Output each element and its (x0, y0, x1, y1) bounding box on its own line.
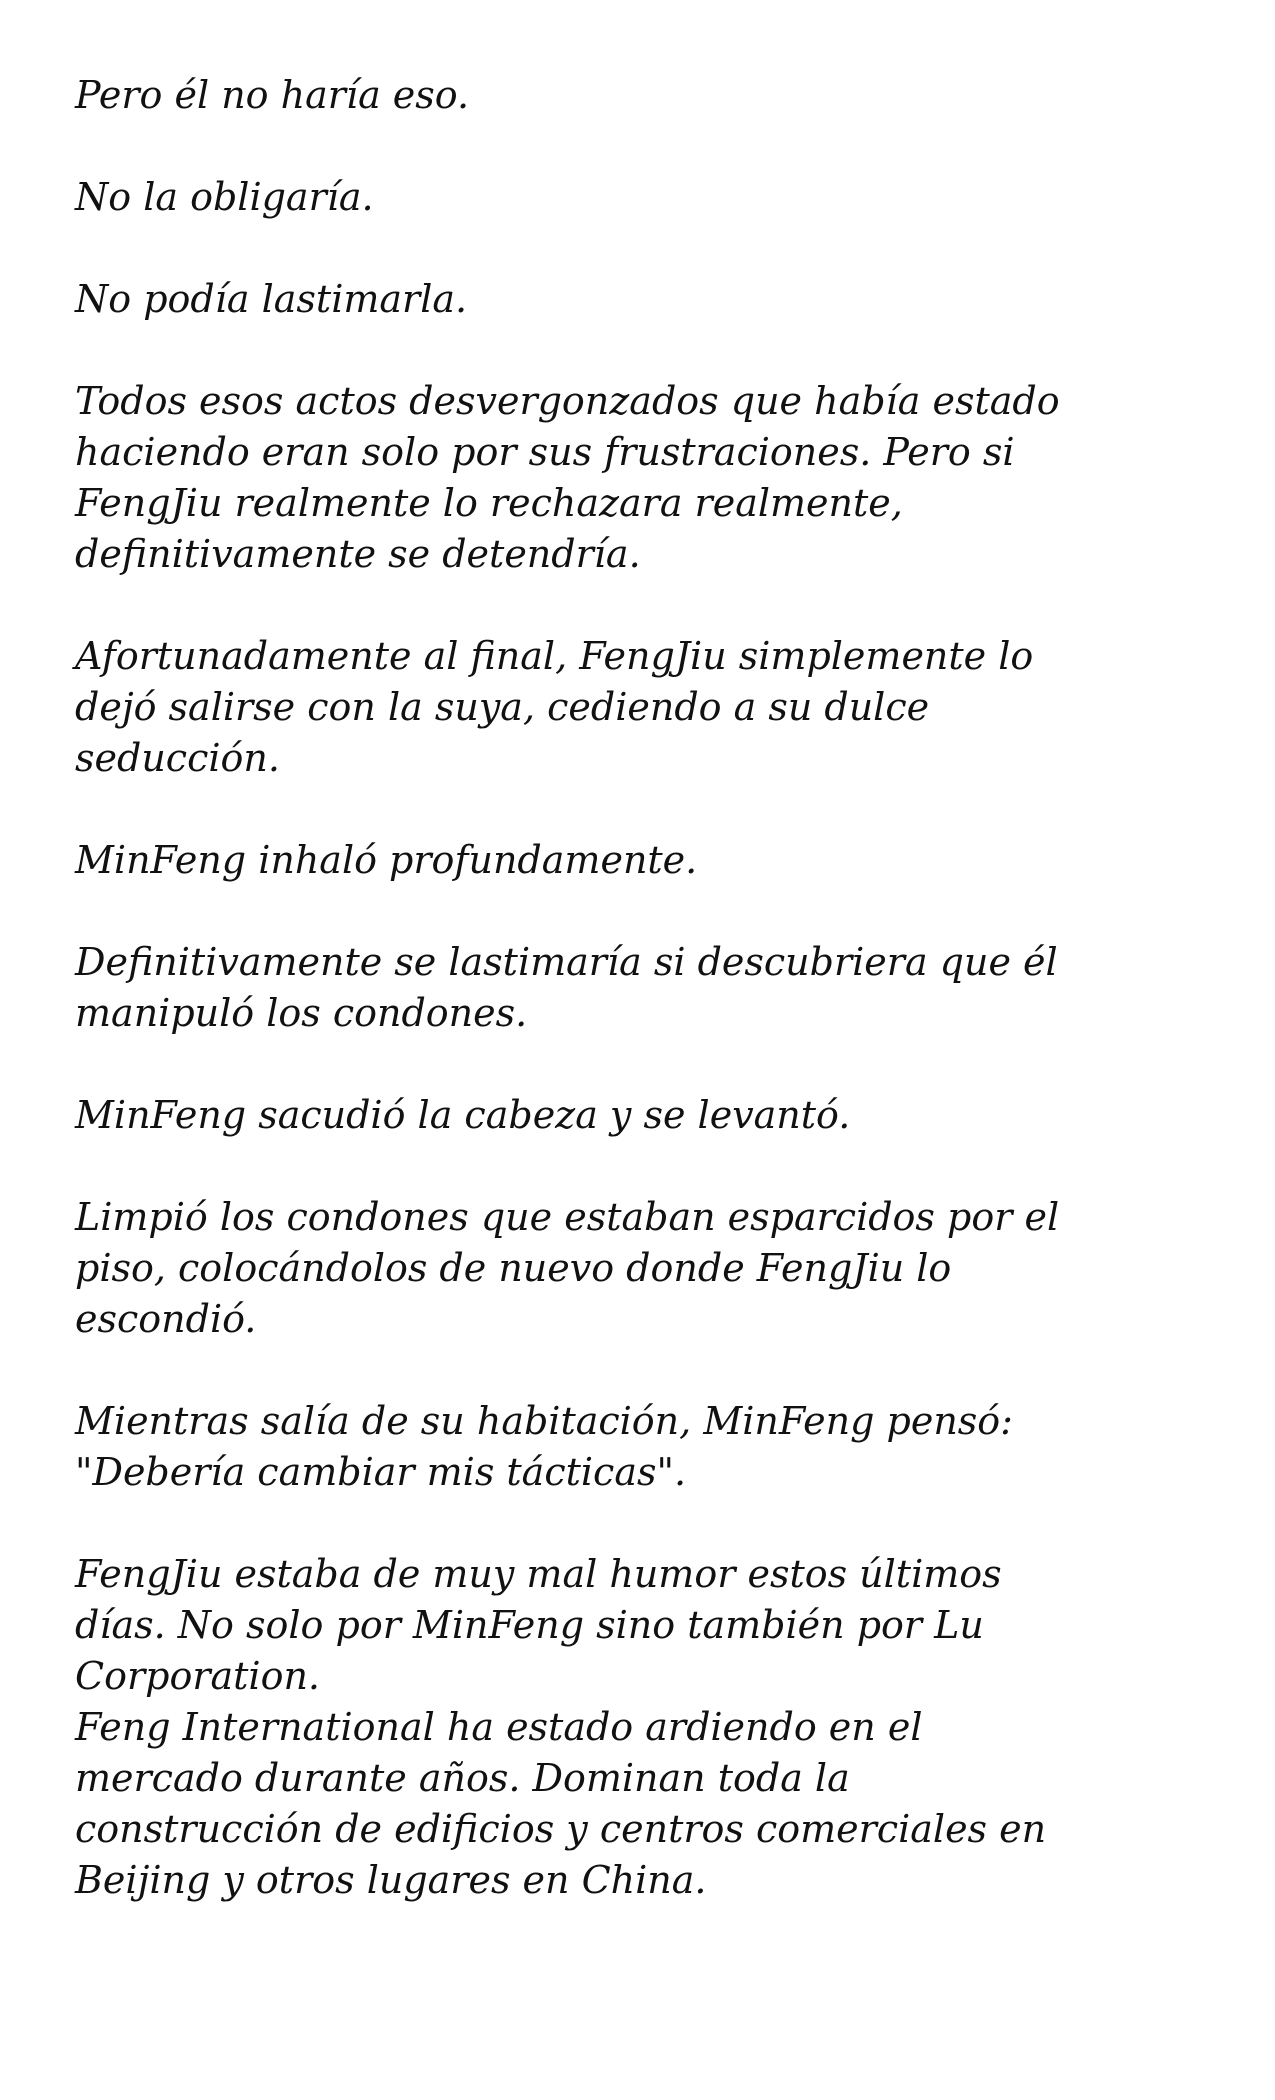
document-body (75, 70, 1205, 1957)
text-line: Corporation. (75, 1654, 320, 1698)
paragraph (75, 937, 1205, 1039)
text-line: piso, colocándolos de nuevo donde FengJiu lo (75, 1246, 952, 1290)
paragraph (75, 1702, 1205, 1906)
paragraph (75, 1090, 1205, 1141)
text-line: Todos esos actos desvergonzados que había estado (75, 379, 1060, 423)
paragraph (75, 631, 1205, 784)
text-line: "Debería cambiar mis tácticas". (75, 1450, 687, 1494)
paragraph (75, 835, 1205, 886)
paragraph (75, 1549, 1205, 1702)
paragraph (75, 70, 1205, 121)
text-line: escondió. (75, 1297, 257, 1341)
text-line: Mientras salía de su habitación, MinFeng pensó: (75, 1399, 1013, 1443)
text-line: Feng International ha estado ardiendo en el (75, 1705, 923, 1749)
paragraph (75, 1396, 1205, 1498)
text-line: días. No solo por MinFeng sino también por Lu (75, 1603, 984, 1647)
text-line: Pero él no haría eso. (75, 73, 470, 117)
paragraph (75, 1192, 1205, 1345)
text-line: definitivamente se detendría. (75, 532, 641, 576)
text-line: Definitivamente se lastimaría si descubriera que él (75, 940, 1058, 984)
paragraph (75, 376, 1205, 580)
paragraph (75, 172, 1205, 223)
text-line: dejó salirse con la suya, cediendo a su dulce (75, 685, 930, 729)
text-line: manipuló los condones. (75, 991, 528, 1035)
text-line: mercado durante años. Dominan toda la (75, 1756, 850, 1800)
text-line: haciendo eran solo por sus frustraciones. Pero si (75, 430, 1015, 474)
text-line: FengJiu realmente lo rechazara realmente, (75, 481, 903, 525)
text-line: MinFeng inhaló profundamente. (75, 838, 698, 882)
text-line: No podía lastimarla. (75, 277, 468, 321)
text-line: Limpió los condones que estaban esparcidos por el (75, 1195, 1060, 1239)
text-line: construcción de edificios y centros comerciales en (75, 1807, 1047, 1851)
text-line: FengJiu estaba de muy mal humor estos últimos (75, 1552, 1002, 1596)
text-line: No la obligaría. (75, 175, 374, 219)
text-line: MinFeng sacudió la cabeza y se levantó. (75, 1093, 851, 1137)
paragraph (75, 274, 1205, 325)
text-line: Afortunadamente al final, FengJiu simplemente lo (75, 634, 1034, 678)
text-line: Beijing y otros lugares en China. (75, 1858, 707, 1902)
text-line: seducción. (75, 736, 280, 780)
